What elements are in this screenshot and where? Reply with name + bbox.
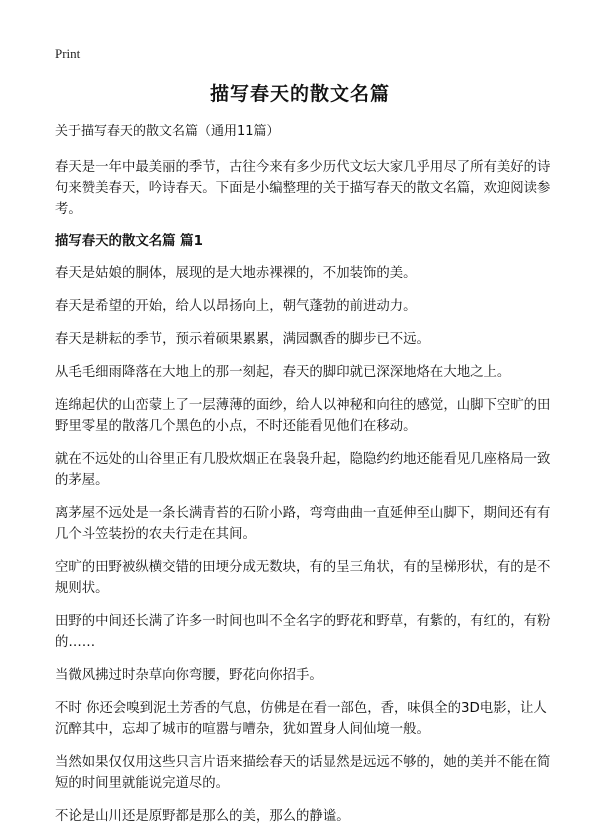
paragraph: 不论是山川还是原野都是那么的美，那么的静谧。	[55, 809, 350, 824]
paragraph: 田野的中间还长满了许多一时间也叫不全名字的野花和野草，有紫的，有红的，有粉的……	[55, 614, 551, 650]
section-heading: 描写春天的散文名篇 篇1	[55, 234, 203, 249]
paragraph: 离茅屋不远处是一条长满青苔的石阶小路，弯弯曲曲一直延伸至山脚下，期间还有有几个斗笠装扮的农夫行走在其间。	[55, 506, 551, 542]
paragraph: 当然如果仅仅用这些只言片语来描绘春天的话显然是远远不够的，她的美并不能在简短的时间里就能说完道尽的。	[55, 755, 551, 791]
article-subtitle: 关于描写春天的散文名篇（通用11篇）	[55, 124, 280, 139]
paragraph: 春天是希望的开始，给人以昂扬向上，朝气蓬勃的前进动力。	[55, 299, 417, 314]
paragraph: 连绵起伏的山峦蒙上了一层薄薄的面纱，给人以神秘和向往的感觉，山脚下空旷的田野里零星的散落几个黑色的小点，不时还能看见他们在移动。	[55, 398, 551, 434]
paragraph: 从毛毛细雨降落在大地上的那一刻起，春天的脚印就已深深地烙在大地之上。	[55, 365, 511, 380]
paragraph: 不时 你还会嗅到泥土芳香的气息，仿佛是在看一部色，香，味俱全的3D电影，让人沉醉其中，忘却了城市的喧嚣与嘈杂，犹如置身人间仙境一般。	[55, 701, 547, 737]
page-title: 描写春天的散文名篇	[209, 83, 390, 105]
intro-paragraph: 春天是一年中最美丽的季节，古往今来有多少历代文坛大家几乎用尽了所有美好的诗句来赞美春天，吟诗春天。下面是小编整理的关于描写春天的散文名篇，欢迎阅读参考。	[55, 160, 551, 217]
paragraph: 空旷的田野被纵横交错的田埂分成无数块，有的呈三角状，有的呈梯形状，有的是不规则状。	[55, 560, 551, 596]
paragraph: 春天是耕耘的季节，预示着硕果累累，满园飘香的脚步已不远。	[55, 332, 430, 347]
print-link[interactable]: Print	[55, 46, 81, 61]
article-body	[55, 122, 552, 839]
paragraph: 就在不远处的山谷里正有几股炊烟正在袅袅升起，隐隐约约地还能看见几座格局一致的茅屋。	[55, 452, 551, 488]
paragraph: 春天是姑娘的胴体，展现的是大地赤裸裸的，不加装饰的美。	[55, 266, 417, 281]
paragraph: 当微风拂过时杂草向你弯腰，野花向你招手。	[55, 668, 323, 683]
